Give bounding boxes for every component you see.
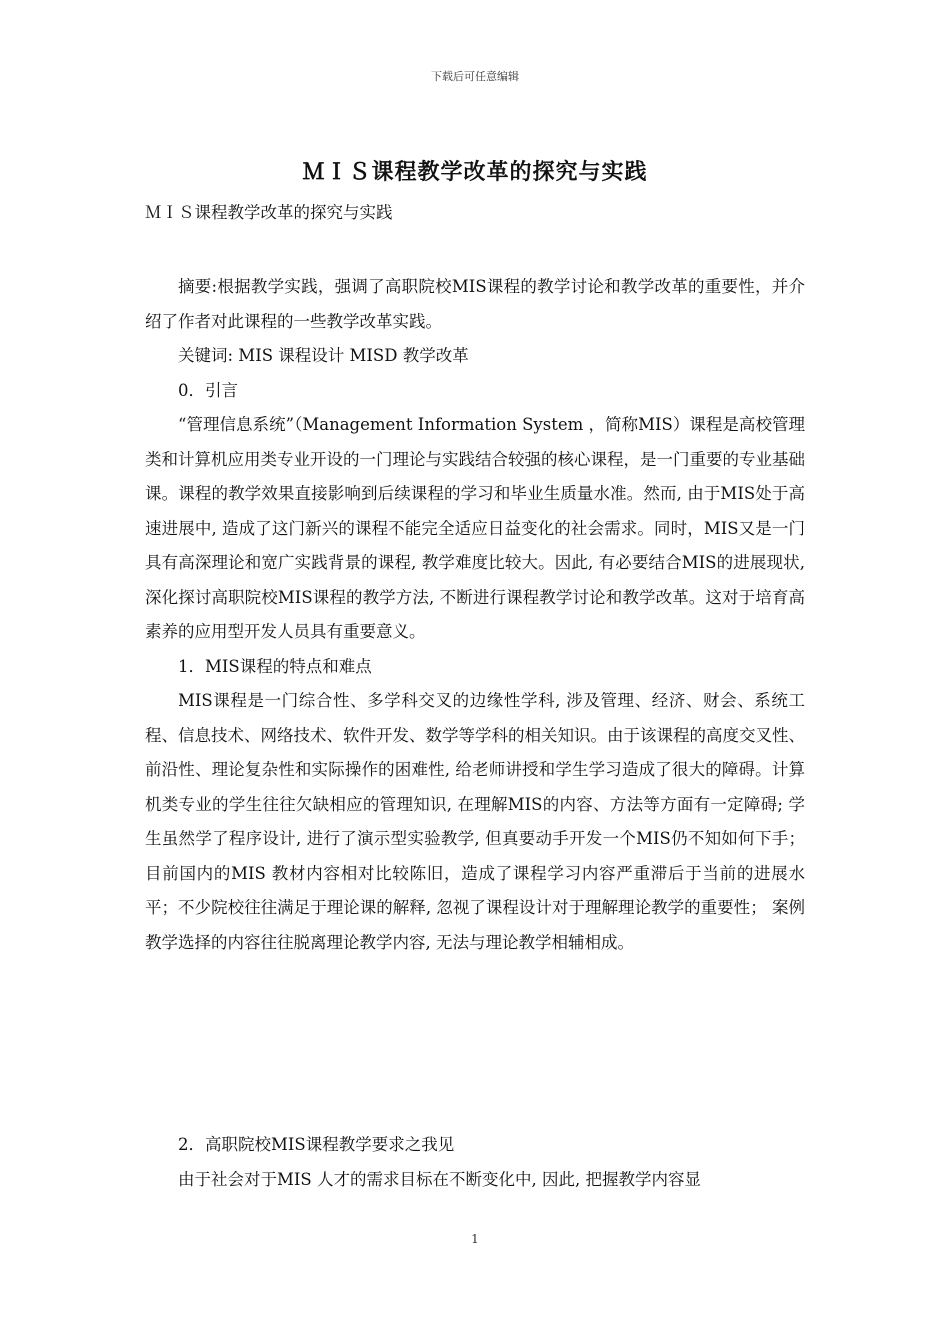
requirements-paragraph: 由于社会对于MIS 人才的需求目标在不断变化中, 因此, 把握教学内容显 [178, 1169, 701, 1189]
page-header-note: 下载后可任意编辑 [431, 70, 519, 83]
abstract-paragraph: 摘要:根据教学实践，强调了高职院校MIS课程的教学讨论和教学改革的重要性，并介绍了作者对此课程的一些教学改革实践。 [145, 277, 805, 331]
section-heading-requirements: 2．高职院校MIS课程教学要求之我见 [178, 1135, 455, 1154]
features-paragraph: MIS课程是一门综合性、多学科交叉的边缘性学科, 涉及管理、经济、财会、系统工程、信息技术、网络技术、软件开发、数学等学科的相关知识。由于该课程的高度交叉性、前沿性、理论复杂性和实际操作的困难性, 给老师讲授和学生学习造成了很大的障碍。计算机类专业的学生往往欠缺相应的管理知识, 在理解MIS的内容、方法等方面有一定障碍; 学生虽然学了程序设计, 进行了演示型实验教学, 但真要动手开发一个MIS仍不知如何下手；目前国内的MIS 教材内容相对比较陈旧，造成了课程学习内容严重滞后于当前的进展水平；不少院校往往满足于理论课的解释, 忽视了课程设计对于理解理论教学的重要性； 案例教学选择的内容往往脱离理论教学内容, 无法与理论教学相辅相成。 [145, 691, 805, 952]
document-title: ＭＩＳ课程教学改革的探究与实践 [302, 159, 648, 185]
document-body-continued [145, 1128, 805, 1197]
introduction-paragraph: “管理信息系统”（Management Information System ，简称MIS）课程是高校管理类和计算机应用类专业开设的一门理论与实践结合较强的核心课程，是一门重要的专业基础课。课程的教学效果直接影响到后续课程的学习和毕业生质量水准。然而, 由于MIS处于高速进展中, 造成了这门新兴的课程不能完全适应日益变化的社会需求。同时，MIS又是一门具有高深理论和宽广实践背景的课程, 教学难度比较大。因此, 有必要结合MIS的进展现状, 深化探讨高职院校MIS课程的教学方法, 不断进行课程教学讨论和教学改革。这对于培育高素养的应用型开发人员具有重要意义。 [145, 415, 805, 641]
section-heading-introduction: 0．引言 [178, 380, 238, 400]
section-heading-features: 1．MIS课程的特点和难点 [178, 656, 372, 676]
page-number: 1 [471, 1232, 479, 1246]
keywords-paragraph: 关键词: MIS 课程设计 MISD 教学改革 [178, 346, 469, 365]
document-subtitle: ＭＩＳ课程教学改革的探究与实践 [145, 203, 393, 222]
document-body [145, 270, 805, 960]
